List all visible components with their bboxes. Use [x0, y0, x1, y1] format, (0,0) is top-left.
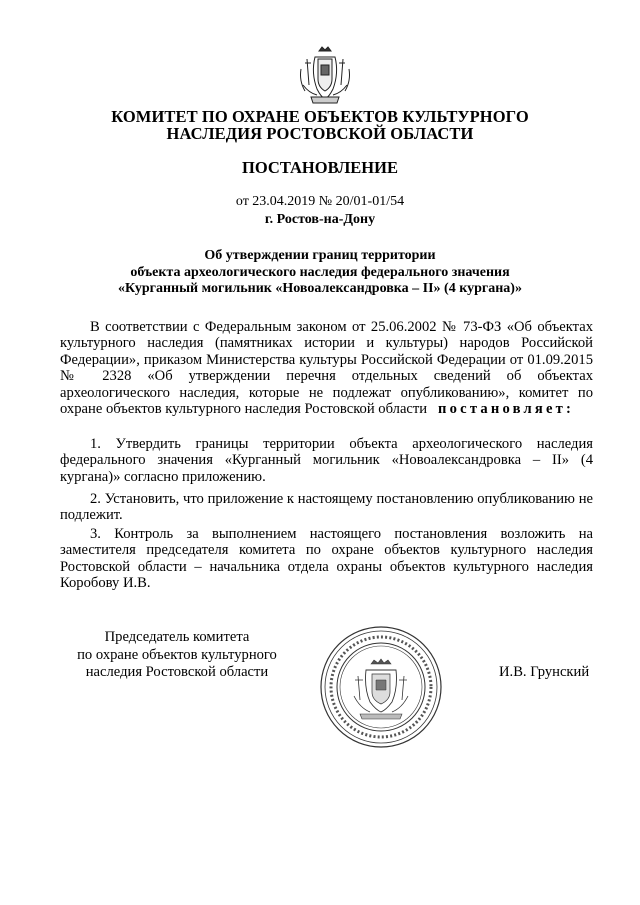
preamble-paragraph — [60, 319, 593, 417]
official-seal-icon — [318, 624, 444, 750]
subject-line-1: Об утверждении границ территории — [204, 248, 436, 263]
organization-line-2: НАСЛЕДИЯ РОСТОВСКОЙ ОБЛАСТИ — [166, 124, 474, 143]
document-date-number: от 23.04.2019 № 20/01-01/54 — [235, 194, 405, 209]
signatory-line-1: Председатель комитета — [104, 629, 250, 645]
document-subject — [60, 248, 580, 298]
item-1-paragraph — [60, 436, 593, 485]
subject-line-2: объекта археологического наследия федерального значения — [130, 264, 510, 280]
subject-line-3: «Курганный могильник «Новоалександровка – II» (4 кургана)» — [118, 281, 522, 296]
organization-line-1: КОМИТЕТ ПО ОХРАНЕ ОБЪЕКТОВ КУЛЬТУРНОГО — [111, 107, 529, 126]
signatory-position — [62, 629, 292, 682]
signatory-line-2: по охране объектов культурного — [77, 646, 277, 663]
item-3-paragraph — [60, 526, 593, 592]
preamble-text: В соответствии с Федеральным законом от 25.06.2002 № 73-ФЗ «Об объектах культурного наследия (памятниках истории и культуры) народов Российской Федерации», приказом Министерства культуры Российской Федерации от 01.09.2015 № 2328 «Об утверждении перечня отдельных сведений об объектах археологического наследия, которые не подлежат опубликованию», комитет по охране объектов культурного наследия Ростовской области — [60, 319, 593, 418]
resolves-word: постановляет: — [438, 401, 575, 418]
organization-title — [60, 108, 580, 142]
item-1-text: 1. Утвердить границы территории объекта археологического наследия федерального значения «Курганный могильник «Новоалександровка – II» (4 кургана)» согласно приложению. — [60, 436, 593, 485]
signatory-name: И.В. Грунский — [499, 664, 590, 680]
item-2-text: 2. Установить, что приложение к настоящему постановлению опубликованию не подлежит. — [60, 491, 593, 524]
document-type: ПОСТАНОВЛЕНИЕ — [242, 158, 398, 177]
signatory-line-3: наследия Ростовской области — [85, 664, 269, 680]
document-city: г. Ростов-на-Дону — [264, 212, 376, 227]
coat-of-arms-icon — [297, 45, 353, 105]
item-2-paragraph — [60, 491, 593, 524]
item-3-text: 3. Контроль за выполнением настоящего постановления возложить на заместителя председателя комитета по охране объектов культурного наследия Ростовской области – начальника отдела охраны объектов культурного наследия Коробову И.В. — [60, 526, 593, 592]
